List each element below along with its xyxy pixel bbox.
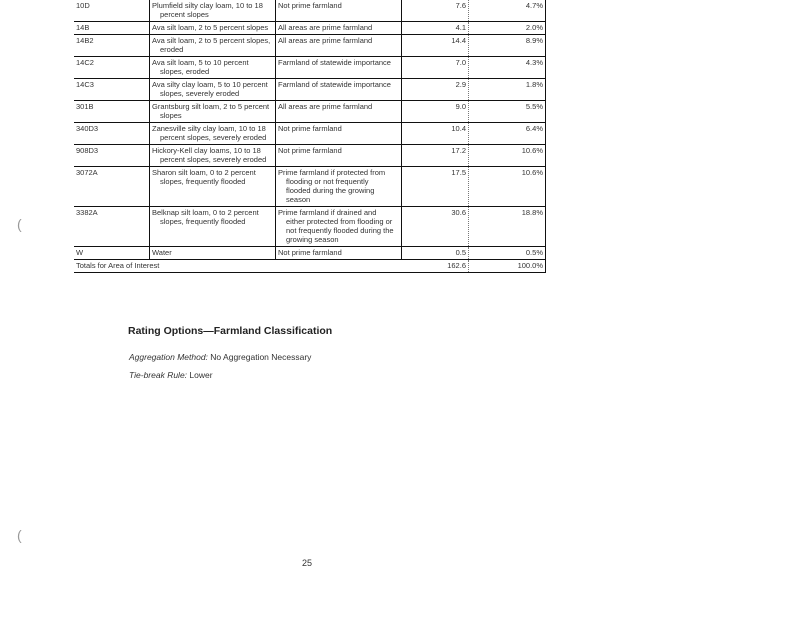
acres-in-aoi: 0.5 — [402, 247, 469, 260]
farmland-rating — [276, 247, 402, 260]
aggregation-method-value: No Aggregation Necessary — [210, 352, 312, 362]
table-row — [74, 22, 546, 35]
map-unit-name-line: percent slopes, severely eroded — [160, 155, 267, 164]
acres-in-aoi: 17.2 — [402, 145, 469, 167]
map-unit-name-line: Ava silt loam, 2 to 5 percent slopes — [152, 23, 269, 32]
farmland-rating — [276, 207, 402, 247]
farmland-rating-line: Farmland of statewide importance — [278, 58, 391, 67]
percent-of-aoi: 4.7% — [469, 0, 546, 22]
farmland-rating — [276, 79, 402, 101]
map-unit-name — [150, 35, 276, 57]
map-unit-symbol: 3072A — [74, 167, 150, 207]
map-unit-symbol: 14B — [74, 22, 150, 35]
farmland-rating-line: All areas are prime farmland — [278, 102, 373, 111]
farmland-rating — [276, 101, 402, 123]
farmland-rating-line: Prime farmland if protected from — [278, 168, 386, 177]
farmland-rating-line: Not prime farmland — [278, 146, 342, 155]
percent-of-aoi: 6.4% — [469, 123, 546, 145]
map-unit-name — [150, 0, 276, 22]
map-unit-name-line: Grantsburg silt loam, 2 to 5 percent — [152, 102, 270, 111]
table-row — [74, 101, 546, 123]
farmland-rating — [276, 145, 402, 167]
farmland-rating-line: season — [286, 195, 311, 204]
tie-break-label: Tie-break Rule: — [129, 370, 188, 380]
farmland-rating-line: growing season — [286, 235, 339, 244]
map-unit-name-line: eroded — [160, 45, 184, 54]
binder-hole-mark: ( — [17, 216, 22, 232]
map-unit-symbol: 14C2 — [74, 57, 150, 79]
map-unit-name-line: slopes — [160, 111, 182, 120]
map-unit-symbol: 340D3 — [74, 123, 150, 145]
map-unit-name — [150, 207, 276, 247]
table-row — [74, 247, 546, 260]
map-unit-name-line: percent slopes, severely eroded — [160, 133, 267, 142]
table-row — [74, 35, 546, 57]
map-unit-name — [150, 22, 276, 35]
farmland-rating — [276, 57, 402, 79]
map-unit-name-line: slopes, severely eroded — [160, 89, 240, 98]
map-unit-name-line: Belknap silt loam, 0 to 2 percent — [152, 208, 259, 217]
table-row — [74, 207, 546, 247]
farmland-table — [74, 0, 546, 273]
acres-in-aoi: 14.4 — [402, 35, 469, 57]
map-unit-symbol: 3382A — [74, 207, 150, 247]
table-row — [74, 0, 546, 22]
totals-percent: 100.0% — [469, 260, 546, 273]
map-unit-symbol: 908D3 — [74, 145, 150, 167]
percent-of-aoi: 5.5% — [469, 101, 546, 123]
percent-of-aoi: 4.3% — [469, 57, 546, 79]
rating-options-title: Rating Options—Farmland Classification — [128, 325, 333, 337]
farmland-rating — [276, 22, 402, 35]
map-unit-name-line: Sharon silt loam, 0 to 2 percent — [152, 168, 256, 177]
farmland-rating-line: flooded during the growing — [286, 186, 375, 195]
binder-hole-mark: ( — [17, 527, 22, 543]
map-unit-name — [150, 57, 276, 79]
table-body — [74, 0, 546, 273]
farmland-rating-line: not frequently flooded during the — [286, 226, 394, 235]
map-unit-symbol: 10D — [74, 0, 150, 22]
farmland-rating — [276, 123, 402, 145]
map-unit-name — [150, 167, 276, 207]
map-unit-name-line: slopes, frequently flooded — [160, 177, 246, 186]
map-unit-name-line: Ava silt loam, 2 to 5 percent slopes, — [152, 36, 271, 45]
farmland-rating — [276, 167, 402, 207]
farmland-rating-line: All areas are prime farmland — [278, 36, 373, 45]
aggregation-method — [129, 352, 311, 362]
farmland-rating-line: Prime farmland if drained and — [278, 208, 377, 217]
acres-in-aoi: 10.4 — [402, 123, 469, 145]
table-row — [74, 123, 546, 145]
farmland-rating-line: All areas are prime farmland — [278, 23, 373, 32]
acres-in-aoi: 4.1 — [402, 22, 469, 35]
farmland-rating-line: flooding or not frequently — [286, 177, 369, 186]
map-unit-name-line: Ava silt loam, 5 to 10 percent — [152, 58, 249, 67]
percent-of-aoi: 18.8% — [469, 207, 546, 247]
map-unit-name-line: slopes, frequently flooded — [160, 217, 246, 226]
map-unit-name-line: Hickory-Kell clay loams, 10 to 18 — [152, 146, 261, 155]
acres-in-aoi: 30.6 — [402, 207, 469, 247]
table-row — [74, 79, 546, 101]
map-unit-name-line: Plumfield silty clay loam, 10 to 18 — [152, 1, 263, 10]
farmland-rating-line: Not prime farmland — [278, 1, 342, 10]
totals-label: Totals for Area of Interest — [74, 260, 402, 273]
farmland-rating — [276, 35, 402, 57]
percent-of-aoi: 1.8% — [469, 79, 546, 101]
map-unit-symbol: 301B — [74, 101, 150, 123]
farmland-rating-line: Farmland of statewide importance — [278, 80, 391, 89]
page-number: 25 — [302, 558, 313, 568]
totals-row — [74, 260, 546, 273]
farmland-rating-line: either protected from flooding or — [286, 217, 393, 226]
map-unit-symbol: 14C3 — [74, 79, 150, 101]
acres-in-aoi: 17.5 — [402, 167, 469, 207]
table-row — [74, 167, 546, 207]
totals-acres: 162.6 — [402, 260, 469, 273]
map-unit-name-line: Ava silty clay loam, 5 to 10 percent — [152, 80, 268, 89]
map-unit-name — [150, 101, 276, 123]
tie-break-value: Lower — [189, 370, 213, 380]
farmland-rating-line: Not prime farmland — [278, 124, 342, 133]
map-unit-name-line: percent slopes — [160, 10, 209, 19]
map-unit-name — [150, 123, 276, 145]
acres-in-aoi: 7.6 — [402, 0, 469, 22]
percent-of-aoi: 2.0% — [469, 22, 546, 35]
table-row — [74, 57, 546, 79]
map-unit-name — [150, 247, 276, 260]
map-unit-symbol: 14B2 — [74, 35, 150, 57]
acres-in-aoi: 9.0 — [402, 101, 469, 123]
map-unit-name-line: slopes, eroded — [160, 67, 210, 76]
tie-break-rule — [129, 370, 213, 380]
map-unit-name-line: Zanesville silty clay loam, 10 to 18 — [152, 124, 266, 133]
map-unit-name — [150, 145, 276, 167]
acres-in-aoi: 2.9 — [402, 79, 469, 101]
map-unit-name-line: Water — [152, 248, 172, 257]
acres-in-aoi: 7.0 — [402, 57, 469, 79]
map-unit-symbol: W — [74, 247, 150, 260]
percent-of-aoi: 10.6% — [469, 167, 546, 207]
farmland-rating-line: Not prime farmland — [278, 248, 342, 257]
map-unit-name — [150, 79, 276, 101]
percent-of-aoi: 8.9% — [469, 35, 546, 57]
farmland-rating — [276, 0, 402, 22]
percent-of-aoi: 0.5% — [469, 247, 546, 260]
aggregation-method-label: Aggregation Method: — [129, 352, 208, 362]
percent-of-aoi: 10.6% — [469, 145, 546, 167]
table-row — [74, 145, 546, 167]
